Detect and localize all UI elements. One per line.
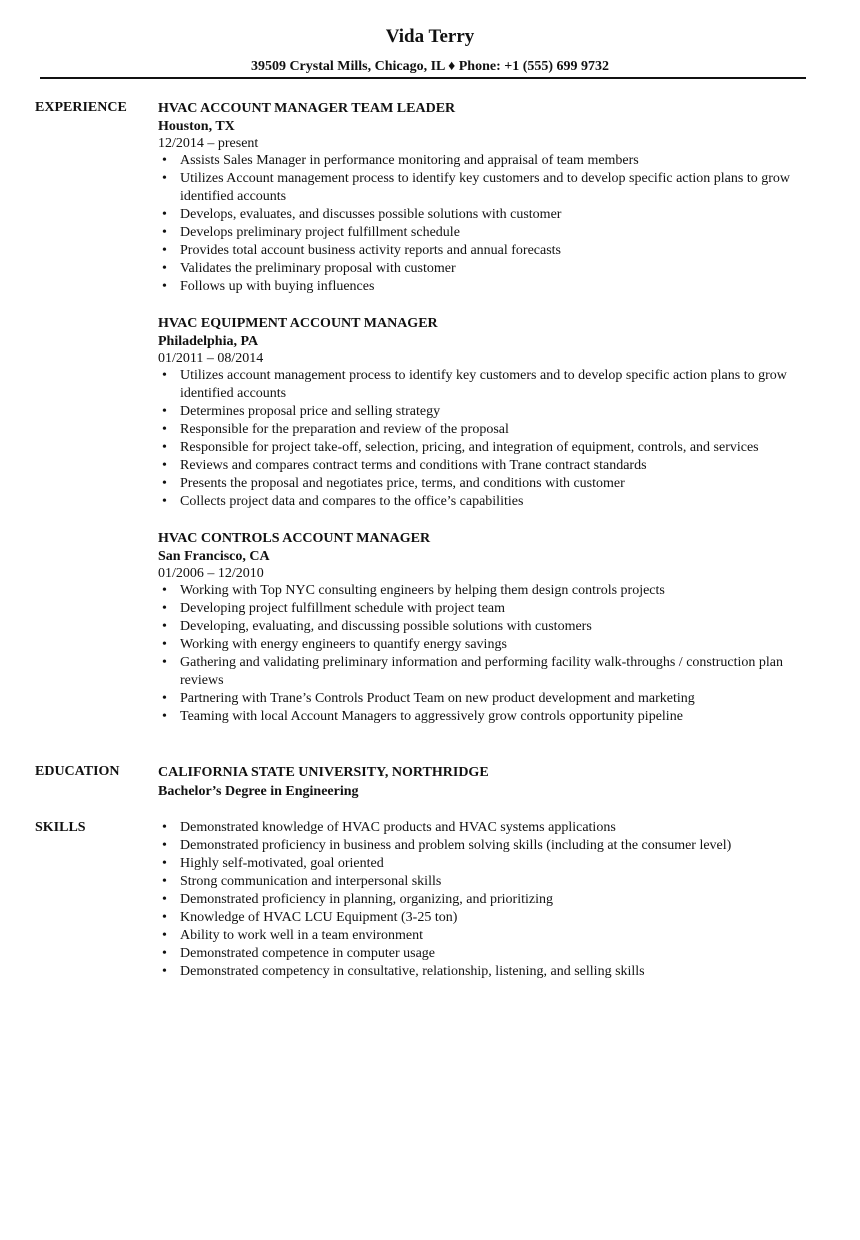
- duty-item: • Collects project data and compares to the office’s capabilities: [180, 493, 825, 511]
- skill-item: • Ability to work well in a team environment: [180, 927, 825, 945]
- duty-item: • Gathering and validating preliminary information and performing facility walk-throughs / construction plan reviews: [180, 654, 825, 690]
- education-body: [158, 763, 825, 801]
- duty-item: • Provides total account business activity reports and annual forecasts: [180, 242, 825, 260]
- duty-item: • Assists Sales Manager in performance monitoring and appraisal of team members: [180, 152, 825, 170]
- skills-body: [158, 819, 825, 981]
- job-entry: [158, 99, 825, 296]
- skill-item: • Demonstrated competency in consultative, relationship, listening, and selling skills: [180, 963, 825, 981]
- job-dates: 01/2011 – 08/2014: [158, 351, 264, 366]
- duty-item: • Determines proposal price and selling strategy: [180, 403, 825, 421]
- skills-heading: SKILLS: [35, 820, 86, 835]
- job-entry: [158, 314, 825, 511]
- duty-item: • Developing, evaluating, and discussing possible solutions with customers: [180, 618, 825, 636]
- job-dates: 01/2006 – 12/2010: [158, 566, 264, 581]
- duty-item: • Responsible for the preparation and review of the proposal: [180, 421, 825, 439]
- job-duties: [158, 582, 825, 726]
- skill-item: • Highly self-motivated, goal oriented: [180, 855, 825, 873]
- duty-item: • Follows up with buying influences: [180, 278, 825, 296]
- degree-name: Bachelor’s Degree in Engineering: [158, 784, 359, 799]
- skill-item: • Strong communication and interpersonal skills: [180, 873, 825, 891]
- job-location: San Francisco, CA: [158, 549, 270, 564]
- skills-list: [158, 819, 825, 981]
- experience-list: [158, 99, 825, 744]
- job-location: Houston, TX: [158, 119, 235, 134]
- job-location: Philadelphia, PA: [158, 334, 259, 349]
- duty-item: • Validates the preliminary proposal with customer: [180, 260, 825, 278]
- job-title: HVAC EQUIPMENT ACCOUNT MANAGER: [158, 316, 438, 331]
- school-name: CALIFORNIA STATE UNIVERSITY, NORTHRIDGE: [158, 765, 489, 780]
- duty-item: • Developing project fulfillment schedule with project team: [180, 600, 825, 618]
- skill-item: • Knowledge of HVAC LCU Equipment (3-25 ton): [180, 909, 825, 927]
- skill-item: • Demonstrated competence in computer usage: [180, 945, 825, 963]
- header-divider: [40, 77, 806, 79]
- duty-item: • Teaming with local Account Managers to aggressively grow controls opportunity pipeline: [180, 708, 825, 726]
- job-duties: [158, 367, 825, 511]
- duty-item: • Utilizes account management process to identify key customers and to develop specific action plans to grow identified accounts: [180, 367, 825, 403]
- duty-item: • Develops, evaluates, and discusses possible solutions with customer: [180, 206, 825, 224]
- job-duties: [158, 152, 825, 296]
- resume-header: [0, 24, 860, 76]
- job-dates: 12/2014 – present: [158, 136, 259, 151]
- experience-heading: EXPERIENCE: [35, 100, 127, 115]
- education-heading: EDUCATION: [35, 764, 120, 779]
- skill-item: • Demonstrated proficiency in planning, organizing, and prioritizing: [180, 891, 825, 909]
- contact-line: 39509 Crystal Mills, Chicago, IL ♦ Phone: +1 (555) 699 9732: [250, 59, 610, 74]
- job-title: HVAC CONTROLS ACCOUNT MANAGER: [158, 531, 431, 546]
- duty-item: • Working with Top NYC consulting engineers by helping them design controls projects: [180, 582, 825, 600]
- candidate-name: Vida Terry: [385, 26, 475, 47]
- duty-item: • Partnering with Trane’s Controls Product Team on new product development and marketing: [180, 690, 825, 708]
- duty-item: • Responsible for project take-off, selection, pricing, and integration of equipment, controls, and services: [180, 439, 825, 457]
- job-title: HVAC ACCOUNT MANAGER TEAM LEADER: [158, 101, 456, 116]
- job-entry: [158, 529, 825, 726]
- duty-item: • Reviews and compares contract terms and conditions with Trane contract standards: [180, 457, 825, 475]
- duty-item: • Utilizes Account management process to identify key customers and to develop specific action plans to grow identified accounts: [180, 170, 825, 206]
- duty-item: • Presents the proposal and negotiates price, terms, and conditions with customer: [180, 475, 825, 493]
- skill-item: • Demonstrated knowledge of HVAC products and HVAC systems applications: [180, 819, 825, 837]
- duty-item: • Working with energy engineers to quantify energy savings: [180, 636, 825, 654]
- duty-item: • Develops preliminary project fulfillment schedule: [180, 224, 825, 242]
- skill-item: • Demonstrated proficiency in business and problem solving skills (including at the consumer level): [180, 837, 825, 855]
